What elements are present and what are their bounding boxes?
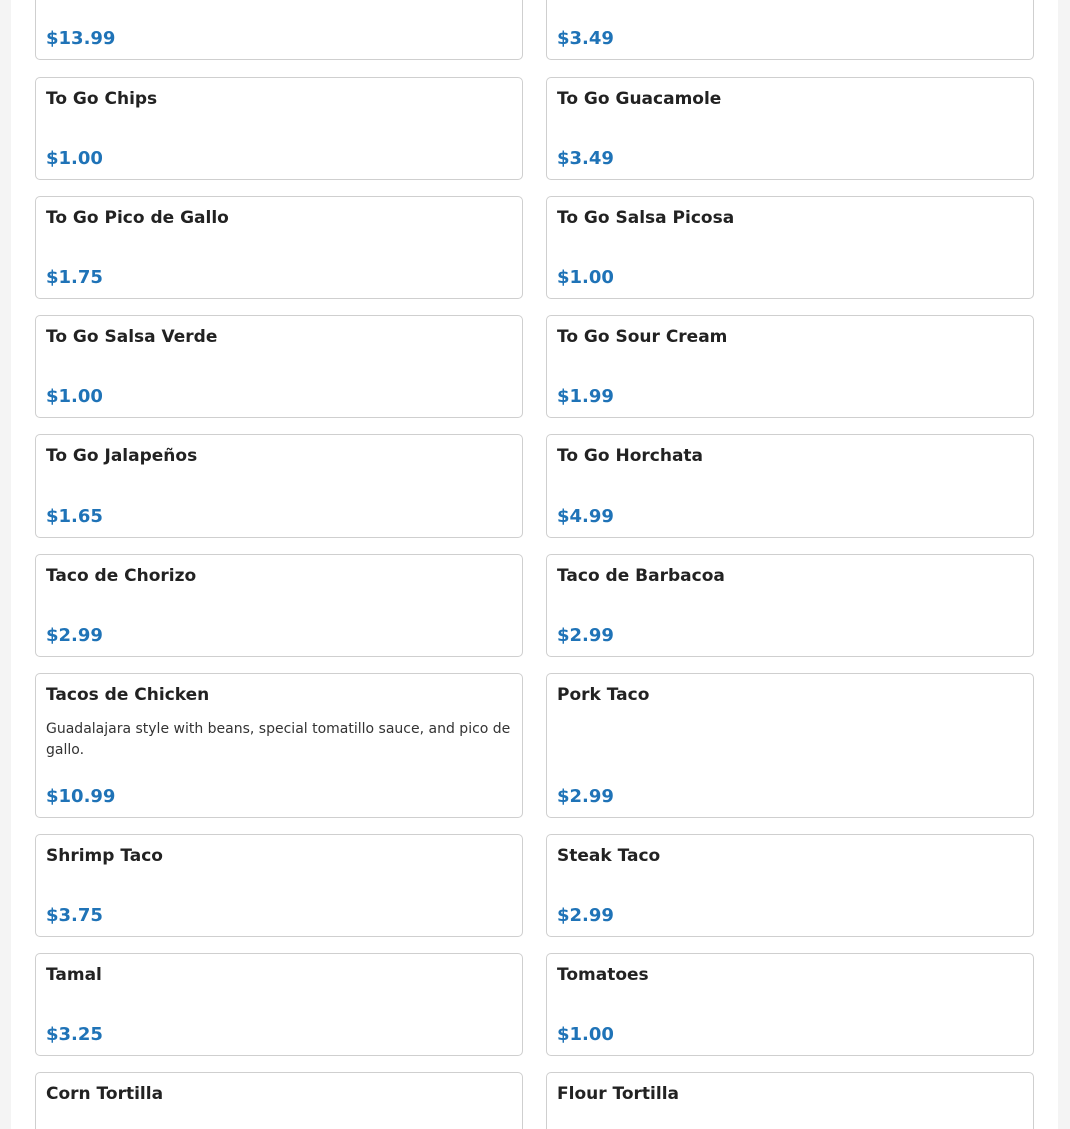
- item-price: $1.00: [46, 386, 103, 407]
- item-name: Tacos de Chicken: [46, 685, 210, 705]
- menu-item-card[interactable]: [546, 834, 1034, 937]
- item-price: $2.99: [557, 625, 614, 646]
- menu-item-card[interactable]: [35, 953, 523, 1056]
- item-name: Tomatoes: [557, 965, 649, 985]
- item-name: To Go Chips: [46, 89, 158, 109]
- item-name: Shrimp Taco: [46, 846, 163, 866]
- item-name: Taco de Chorizo: [46, 566, 197, 586]
- item-price: $1.00: [46, 148, 103, 169]
- item-price: $3.49: [557, 148, 614, 169]
- menu-item-card[interactable]: [35, 434, 523, 538]
- item-price: $1.75: [46, 267, 103, 288]
- item-price: $4.99: [557, 506, 614, 527]
- item-price: $10.99: [46, 786, 116, 807]
- item-price: $3.25: [46, 1024, 103, 1045]
- menu-page: [11, 0, 1058, 1129]
- item-price: $1.65: [46, 506, 103, 527]
- menu-item-card[interactable]: [35, 834, 523, 937]
- menu-item-card[interactable]: [35, 196, 523, 299]
- item-price: $1.00: [557, 1024, 614, 1045]
- item-name: To Go Jalapeños: [46, 446, 198, 466]
- item-name: To Go Pico de Gallo: [46, 208, 229, 228]
- item-price: $3.49: [557, 28, 614, 49]
- menu-item-card[interactable]: [35, 673, 523, 818]
- item-price: $3.75: [46, 905, 103, 926]
- item-name: Taco de Barbacoa: [557, 566, 725, 586]
- item-name: Tamal: [46, 965, 102, 985]
- menu-item-card[interactable]: [546, 673, 1034, 818]
- item-price: $1.99: [557, 386, 614, 407]
- item-price: $13.99: [46, 28, 116, 49]
- item-name: To Go Salsa Picosa: [557, 208, 735, 228]
- menu-item-card[interactable]: [546, 196, 1034, 299]
- menu-item-card[interactable]: [546, 554, 1034, 657]
- item-price: $1.00: [557, 267, 614, 288]
- menu-item-card[interactable]: [35, 1072, 523, 1129]
- menu-item-card[interactable]: [546, 0, 1034, 60]
- menu-item-card[interactable]: [35, 554, 523, 657]
- item-name: Pork Taco: [557, 685, 650, 705]
- item-name: To Go Sour Cream: [557, 327, 728, 347]
- menu-item-card[interactable]: [546, 77, 1034, 180]
- menu-item-card[interactable]: [546, 953, 1034, 1056]
- menu-item-card[interactable]: [546, 315, 1034, 418]
- item-name: To Go Salsa Verde: [46, 327, 218, 347]
- item-description: Guadalajara style with beans, special tomatillo sauce, and pico de gallo.: [46, 721, 511, 758]
- menu-item-card[interactable]: [35, 77, 523, 180]
- item-name: To Go Horchata: [557, 446, 704, 466]
- menu-item-card[interactable]: [35, 315, 523, 418]
- item-price: $2.99: [557, 786, 614, 807]
- item-name: Corn Tortilla: [46, 1084, 164, 1104]
- item-price: $2.99: [557, 905, 614, 926]
- item-price: $2.99: [46, 625, 103, 646]
- menu-item-card[interactable]: [546, 1072, 1034, 1129]
- menu-item-card[interactable]: [35, 0, 523, 60]
- item-name: To Go Guacamole: [557, 89, 722, 109]
- menu-item-card[interactable]: [546, 434, 1034, 538]
- item-name: Steak Taco: [557, 846, 661, 866]
- item-name: Flour Tortilla: [557, 1084, 680, 1104]
